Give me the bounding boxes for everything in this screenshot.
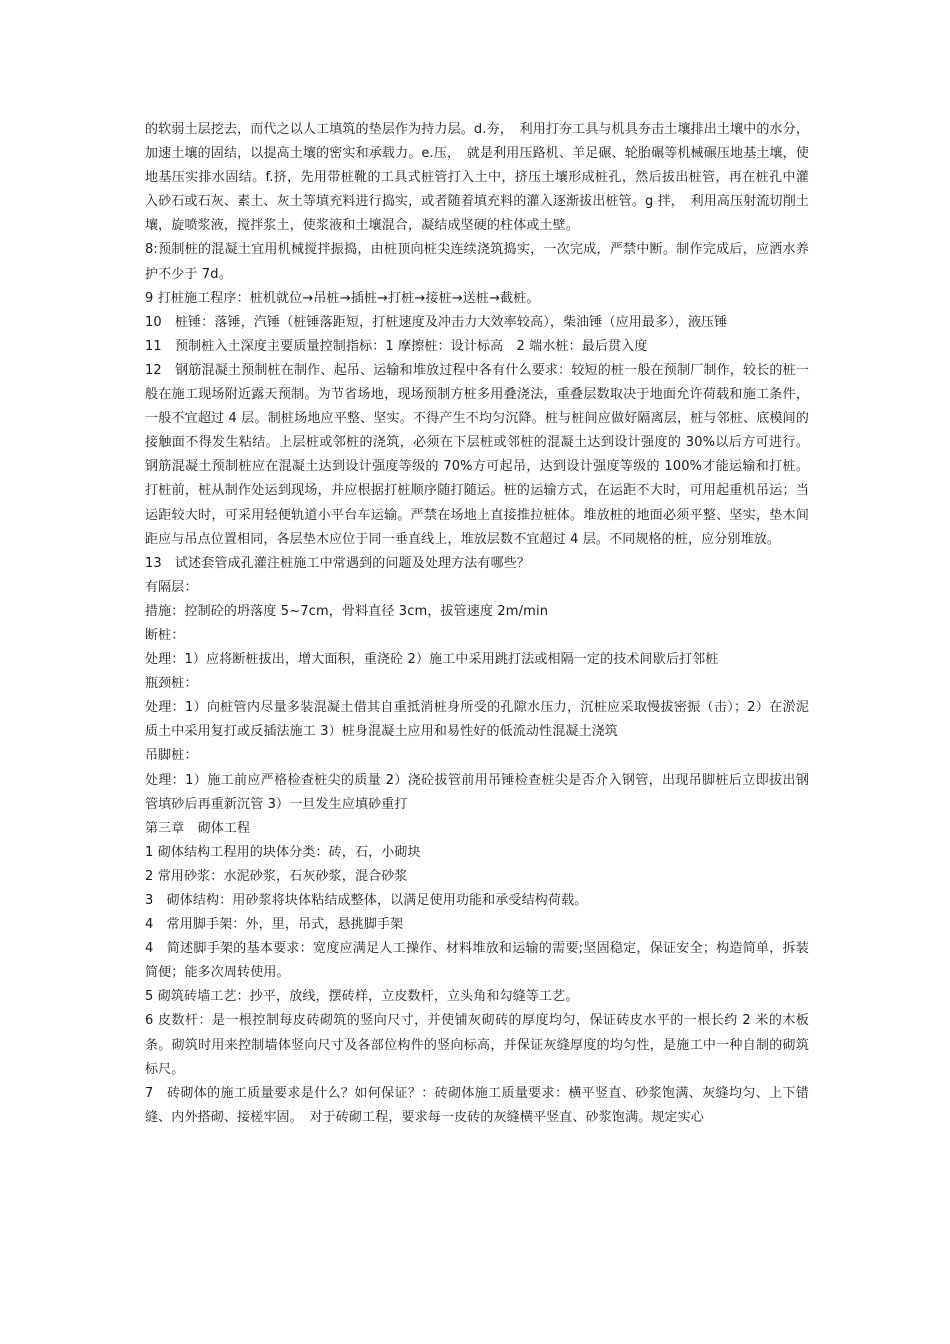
paragraph-foundation-methods: 的软弱土层挖去，而代之以人工填筑的垫层作为持力层。d.夯， 利用打夯工具与机具夯击土壤排出土壤中的水分，加速土壤的固结，以提高土壤的密实和承载力。e.压， 就是利用压路机、羊足碾、轮胎碾等机械碾压地基土壤，使地基压实排水固结。f.挤，先用带桩靴的工具式桩管打入土中，挤压土壤形成桩孔，然后拔出桩管，再在桩孔中灌入砂石或石灰、素土、灰土等填充料进行捣实，或者随着填充料的灌入逐渐拔出桩管。g 拌， 利用高压射流切削土壤，旋喷浆液，搅拌浆土，使浆液和土壤混合，凝结成坚硬的柱体或土壁。	[145, 122, 809, 234]
paragraph-10-pile-hammers: 10 桩锤：落锤，汽锤（桩锤落距短，打桩速度及冲击力大效率较高），柴油锤（应用最多），液压锤	[145, 314, 728, 330]
paragraph-hanging-pile-treatment: 处理：1）施工前应严格检查桩尖的质量 2）浇砼拔管前用吊锤检查桩尖是否介入钢管，出现吊脚桩后立即拔出钢管填砂后再重新沉管 3）一旦发生应填砂重打	[145, 772, 809, 812]
paragraph-masonry-7: 7 砖砌体的施工质量要求是什么？如何保证？：砖砌体施工质量要求：横平竖直、砂浆饱满、灰缝均匀、上下错缝、内外搭砌、接槎牢固。 对于砖砌工程，要求每一皮砖的灰缝横平竖直、砂浆饱满。规定实心	[145, 1085, 809, 1125]
paragraph-interlayer-measure: 措施：控制砼的坍落度 5~7cm，骨料直径 3cm，拔管速度 2m/min	[145, 603, 549, 619]
paragraph-masonry-3: 3 砌体结构：用砂浆将块体粘结成整体，以满足使用功能和承受结构荷载。	[145, 893, 588, 908]
paragraph-masonry-6: 6 皮数杆：是一根控制每皮砖砌筑的竖向尺寸，并使铺灰砌砖的厚度均匀，保证砖皮水平的一根长约 2 米的木板条。砌筑时用来控制墙体竖向尺寸及各部位构件的竖向标高，并保证灰缝厚度的均匀性，是施工中一种自制的砌筑标尺。	[145, 1013, 809, 1077]
paragraph-masonry-1: 1 砌体结构工程用的块体分类：砖，石，小砌块	[145, 844, 421, 860]
paragraph-masonry-4-scaffold-types: 4 常用脚手架：外，里，吊式，悬挑脚手架	[145, 917, 404, 933]
paragraph-broken-pile-treatment: 处理：1）应将断桩拔出，增大面积，重浇砼 2）施工中采用跳打法或相隔一定的技术间歇后打邻桩	[145, 652, 719, 668]
paragraph-interlayer-heading: 有隔层：	[145, 579, 198, 595]
paragraph-masonry-4-scaffold-requirements: 4 简述脚手架的基本要求：宽度应满足人工操作、材料堆放和运输的需要;坚固稳定，保证安全；构造简单，拆装简便；能多次周转使用。	[145, 941, 809, 981]
paragraph-masonry-5: 5 砌筑砖墙工艺：抄平，放线，摆砖样，立皮数杆，立头角和勾缝等工艺。	[145, 989, 579, 1005]
paragraph-broken-pile-heading: 断桩：	[145, 627, 185, 643]
paragraph-necked-pile-treatment: 处理：1）向桩管内尽量多装混凝土借其自重抵消桩身所受的孔隙水压力，沉桩应采取慢拔密振（击）；2）在淤泥质土中采用复打或反插法施工 3）桩身混凝土应用和易性好的低流动性混凝土浇筑	[145, 700, 809, 740]
paragraph-hanging-pile-heading: 吊脚桩：	[145, 748, 198, 764]
paragraph-8-precast-pile-concrete: 8:预制桩的混凝土宜用机械搅拌振捣，由桩顶向桩尖连续浇筑捣实，一次完成，严禁中断。制作完成后，应洒水养护不少于 7d。	[145, 242, 809, 282]
document-page	[145, 118, 809, 1130]
paragraph-necked-pile-heading: 瓶颈桩：	[145, 676, 198, 692]
paragraph-13-question: 13 试述套管成孔灌注桩施工中常遇到的问题及处理方法有哪些？	[145, 555, 531, 571]
paragraph-11-quality-indicators: 11 预制桩入土深度主要质量控制指标：1 摩擦桩：设计标高 2 端水桩：最后贯入度	[145, 338, 648, 354]
paragraph-9-piling-procedure: 9 打桩施工程序：桩机就位→吊桩→插桩→打桩→接桩→送桩→截桩。	[145, 290, 540, 306]
chapter-3-heading: 第三章 砌体工程	[145, 820, 251, 836]
paragraph-12-precast-pile-requirements: 12 钢筋混凝土预制桩在制作、起吊、运输和堆放过程中各有什么要求：较短的桩一般在预制厂制作，较长的桩一般在施工现场附近露天预制。为节省场地，现场预制方桩多用叠浇法，重叠层数取决于地面允许荷载和施工条件，一般不宜超过 4 层。制桩场地应平整、坚实。不得产生不均匀沉降。桩与桩间应做好隔离层，桩与邻桩、底模间的接触面不得发生粘结。上层桩或邻桩的浇筑，必须在下层桩或邻桩的混凝土达到设计强度的 30%以后方可进行。钢筋混凝土预制桩应在混凝土达到设计强度等级的 70%方可起吊，达到设计强度等级的 100%才能运输和打桩。打桩前，桩从制作处运到现场，并应根据打桩顺序随打随运。桩的运输方式，在运距不大时，可用起重机吊运；当运距较大时，可采用轻便轨道小平台车运输。严禁在场地上直接推拉桩体。堆放桩的地面必须平整、坚实，垫木间距应与吊点位置相同，各层垫木应位于同一垂直线上，堆放层数不宜超过 4 层。不同规格的桩，应分别堆放。	[145, 362, 809, 547]
paragraph-masonry-2: 2 常用砂浆：水泥砂浆，石灰砂浆，混合砂浆	[145, 868, 408, 884]
